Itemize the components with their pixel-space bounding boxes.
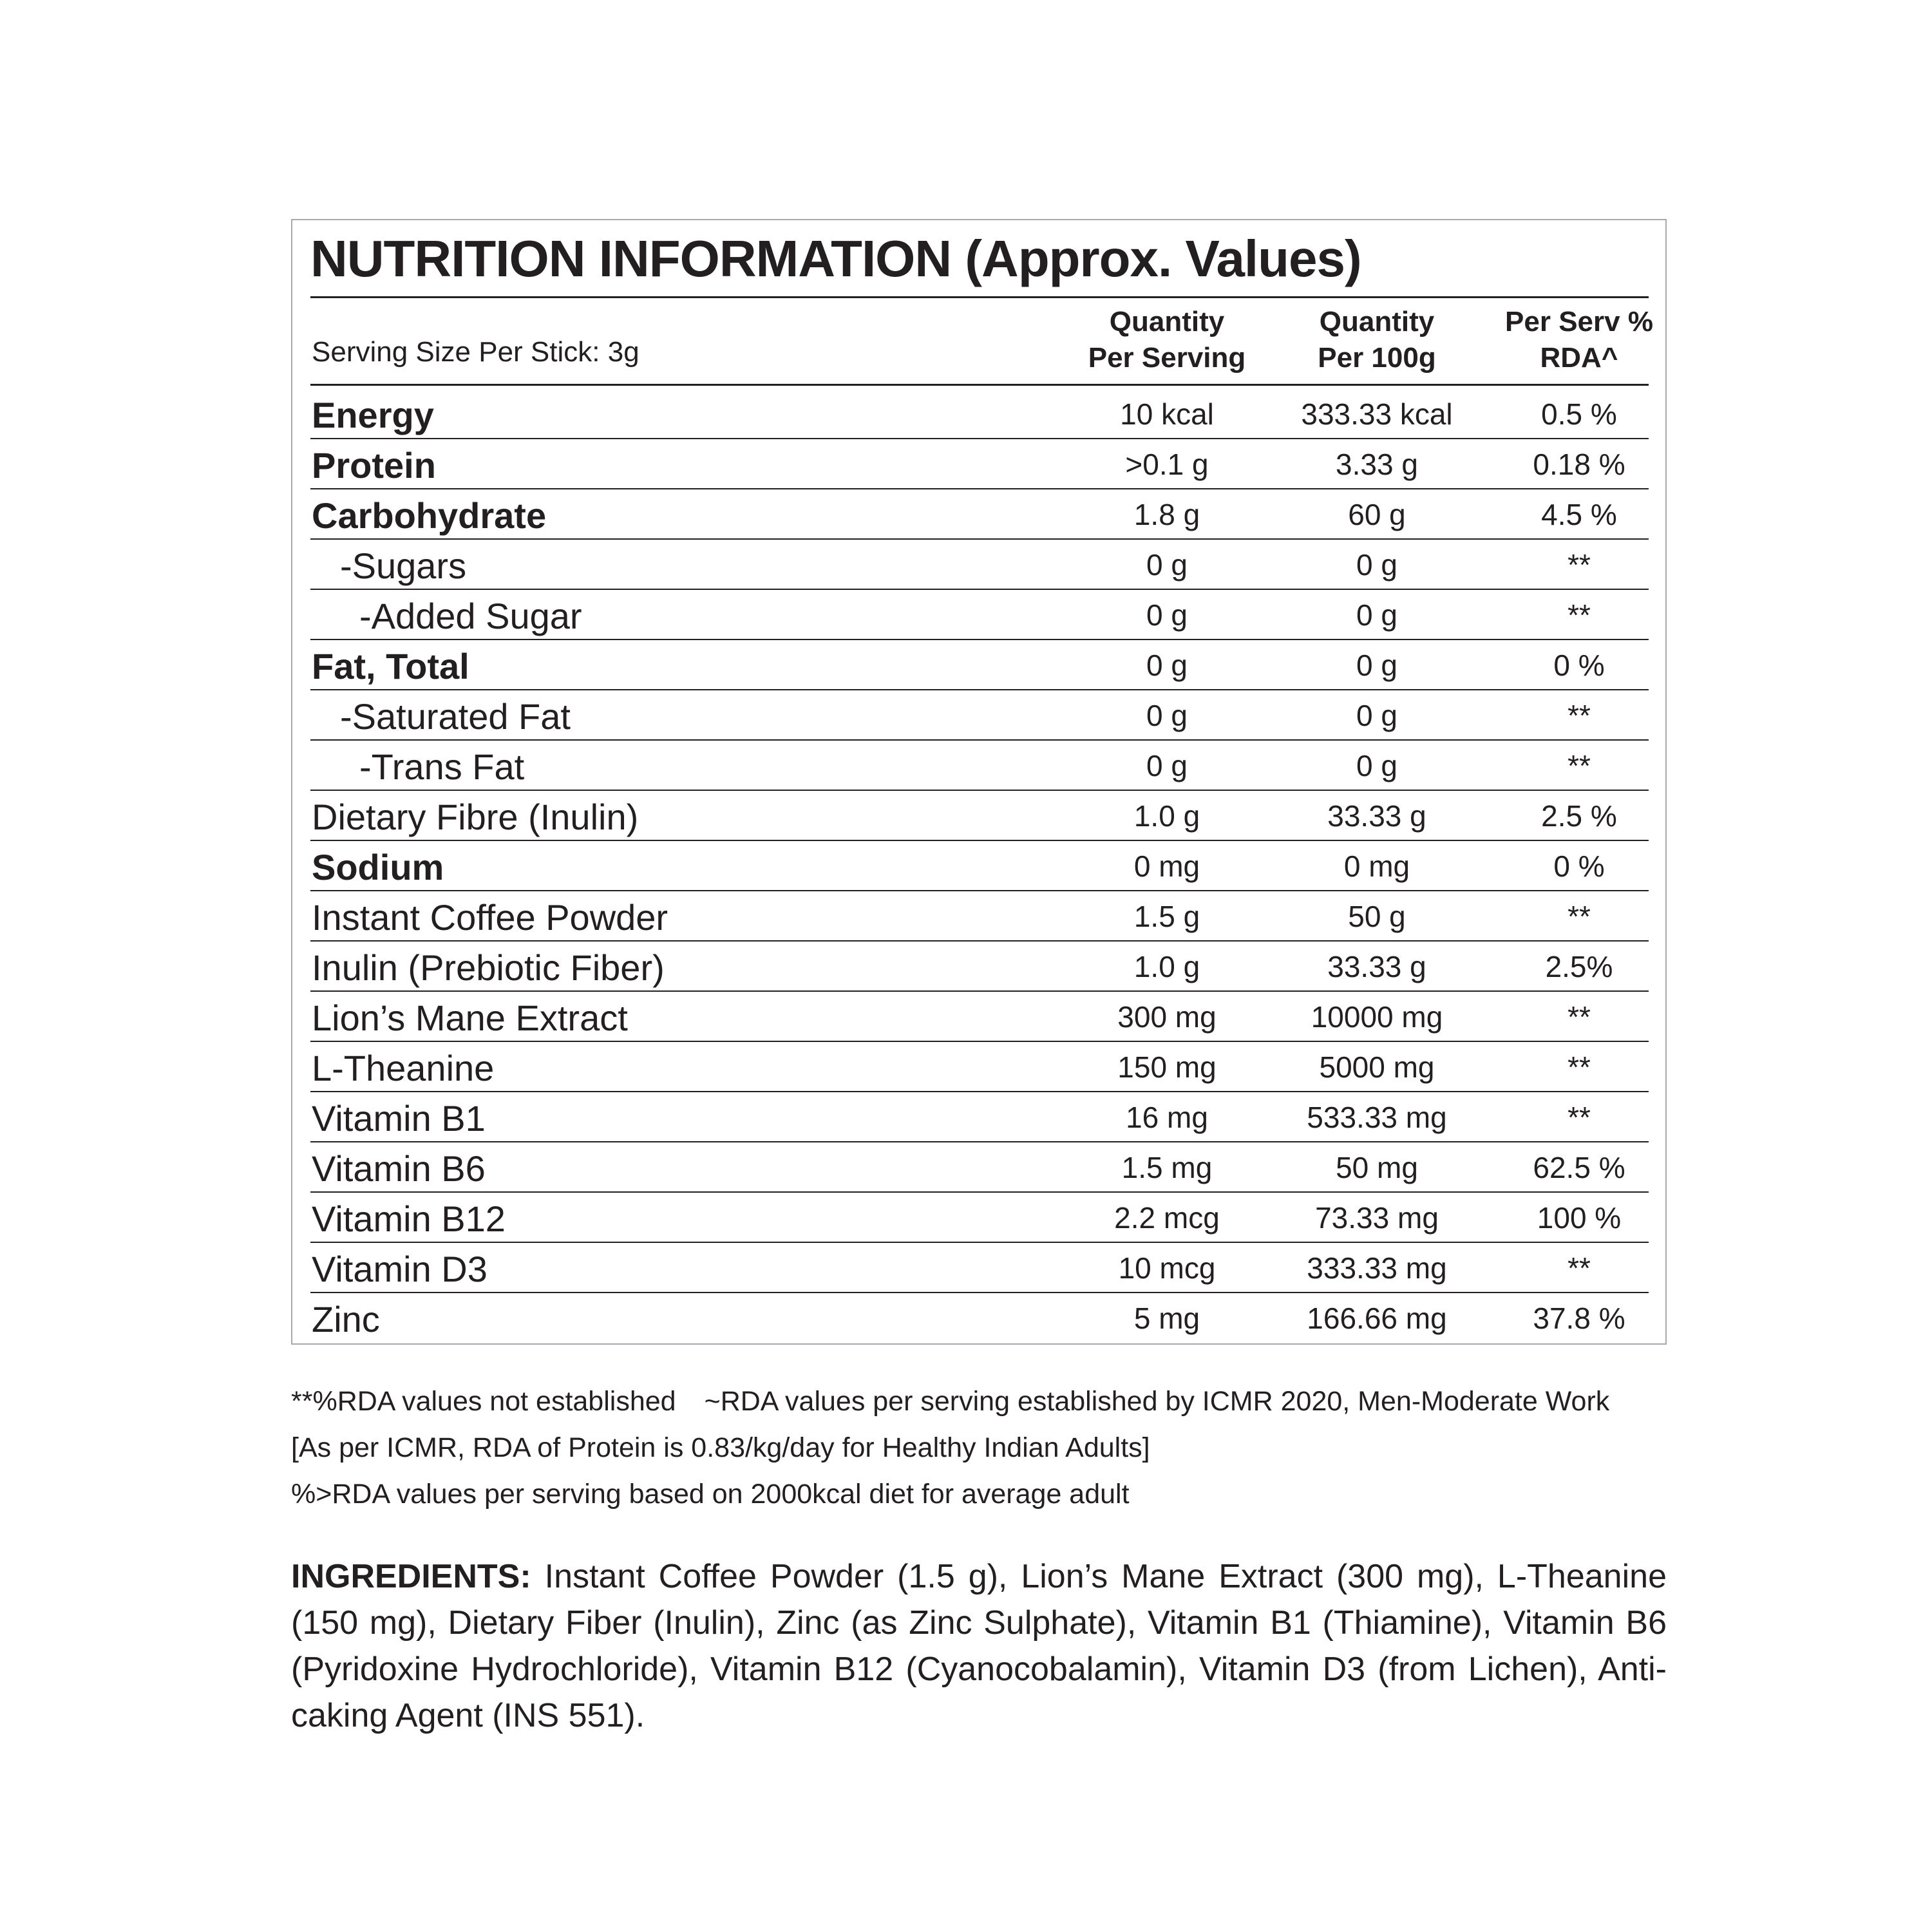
table-row bbox=[310, 389, 1649, 439]
nutrient-name: -Added Sugar bbox=[359, 596, 582, 636]
rda-value: 2.5% bbox=[1545, 950, 1613, 983]
rda-value: ** bbox=[1567, 1000, 1591, 1034]
per-100g-value: 10000 mg bbox=[1311, 1000, 1443, 1034]
header-rda-line-1: Per Serv % bbox=[1505, 306, 1653, 337]
nutrient-name: Lion’s Mane Extract bbox=[312, 998, 628, 1038]
footnote-icmr-basis: ~RDA values per serving established by ICMR 2020, Men-Moderate Work bbox=[704, 1386, 1610, 1417]
per-100g-value: 0 g bbox=[1356, 598, 1397, 632]
nutrient-name: Protein bbox=[312, 445, 436, 486]
per-serving-value: 0 g bbox=[1146, 699, 1188, 732]
table-row bbox=[310, 489, 1649, 540]
nutrient-name: Vitamin B12 bbox=[312, 1198, 506, 1239]
header-rda-line-2: RDA^ bbox=[1540, 342, 1618, 374]
per-serving-value: 10 mcg bbox=[1118, 1251, 1216, 1285]
nutrient-name: Dietary Fibre (Inulin) bbox=[312, 797, 639, 837]
table-row bbox=[310, 1293, 1649, 1343]
per-serving-value: 16 mg bbox=[1126, 1101, 1208, 1134]
per-100g-value: 33.33 g bbox=[1327, 950, 1426, 983]
rda-value: ** bbox=[1567, 1050, 1591, 1084]
rda-value: 37.8 % bbox=[1533, 1302, 1625, 1335]
rda-value: 0.18 % bbox=[1533, 448, 1625, 481]
table-row bbox=[310, 439, 1649, 489]
table-row bbox=[310, 590, 1649, 640]
per-100g-value: 5000 mg bbox=[1319, 1050, 1435, 1084]
ingredients-block bbox=[291, 1553, 1667, 1739]
per-100g-value: 73.33 mg bbox=[1315, 1201, 1439, 1235]
per-serving-value: 1.5 mg bbox=[1121, 1151, 1213, 1184]
nutrient-name: Sodium bbox=[312, 847, 444, 887]
nutrient-name: Vitamin B1 bbox=[312, 1098, 486, 1139]
per-100g-value: 60 g bbox=[1348, 498, 1406, 531]
table-row bbox=[310, 540, 1649, 590]
per-serving-value: >0.1 g bbox=[1125, 448, 1209, 481]
per-100g-value: 0 mg bbox=[1343, 849, 1410, 883]
rda-value: ** bbox=[1567, 1101, 1591, 1134]
nutrient-name: Energy bbox=[312, 395, 434, 435]
per-100g-value: 333.33 mg bbox=[1307, 1251, 1447, 1285]
panel-title: NUTRITION INFORMATION (Approx. Values) bbox=[310, 230, 1361, 287]
header-per-serving-line-1: Quantity bbox=[1109, 306, 1225, 337]
rda-value: ** bbox=[1567, 1251, 1591, 1285]
table-row bbox=[310, 1092, 1649, 1142]
per-serving-value: 0 g bbox=[1146, 749, 1188, 782]
ingredients-text: Instant Coffee Powder (1.5 g), Lion’s Mane Extract (300 mg), L-Theanine (150 mg), Dietary Fiber (Inulin), Zinc (as Zinc Sulphate), Vitamin B1 (Thiamine), Vitamin B6 (Pyridoxine Hydrochloride), Vitamin B12 (Cyanocobalamin), Vitamin D3 (from Lichen), Anti-caking Agent (INS 551). bbox=[291, 1558, 1667, 1734]
per-100g-value: 3.33 g bbox=[1336, 448, 1418, 481]
header-rule bbox=[310, 384, 1649, 386]
nutrient-name: -Sugars bbox=[340, 545, 467, 586]
rda-value: ** bbox=[1567, 699, 1591, 732]
nutrient-name: -Saturated Fat bbox=[340, 696, 571, 737]
per-serving-value: 150 mg bbox=[1117, 1050, 1217, 1084]
per-serving-value: 300 mg bbox=[1117, 1000, 1217, 1034]
per-serving-value: 0 g bbox=[1146, 548, 1188, 582]
footnote-rda-not-established: **%RDA values not established bbox=[291, 1386, 676, 1417]
per-serving-value: 1.0 g bbox=[1133, 950, 1200, 983]
table-row bbox=[310, 690, 1649, 741]
rda-value: 0.5 % bbox=[1541, 397, 1617, 431]
header-per-serving bbox=[1088, 304, 1246, 376]
rda-value: 100 % bbox=[1537, 1201, 1622, 1235]
per-100g-value: 50 mg bbox=[1336, 1151, 1418, 1184]
table-row bbox=[310, 1243, 1649, 1293]
table-row bbox=[310, 891, 1649, 942]
table-row bbox=[310, 741, 1649, 791]
rda-value: 0 % bbox=[1553, 649, 1605, 682]
header-per-100g-line-1: Quantity bbox=[1319, 306, 1435, 337]
per-100g-value: 166.66 mg bbox=[1307, 1302, 1447, 1335]
table-row bbox=[310, 1042, 1649, 1092]
rda-value: 4.5 % bbox=[1541, 498, 1617, 531]
per-serving-value: 10 kcal bbox=[1120, 397, 1214, 431]
nutrient-name: Inulin (Prebiotic Fiber) bbox=[312, 947, 665, 988]
nutrient-name: Instant Coffee Powder bbox=[312, 897, 668, 938]
table-row bbox=[310, 791, 1649, 841]
per-serving-value: 5 mg bbox=[1133, 1302, 1200, 1335]
per-100g-value: 0 g bbox=[1356, 749, 1397, 782]
per-serving-value: 1.8 g bbox=[1133, 498, 1200, 531]
footnote-diet-basis: %>RDA values per serving based on 2000kcal diet for average adult bbox=[291, 1479, 1130, 1510]
per-serving-value: 0 mg bbox=[1133, 849, 1200, 883]
nutrient-name: Vitamin D3 bbox=[312, 1249, 488, 1289]
footnote-protein: [As per ICMR, RDA of Protein is 0.83/kg/day for Healthy Indian Adults] bbox=[291, 1432, 1150, 1463]
per-serving-value: 0 g bbox=[1146, 649, 1188, 682]
per-100g-value: 50 g bbox=[1348, 900, 1406, 933]
table-row bbox=[310, 942, 1649, 992]
per-100g-value: 33.33 g bbox=[1327, 799, 1426, 833]
per-serving-value: 1.0 g bbox=[1133, 799, 1200, 833]
rda-value: ** bbox=[1567, 548, 1591, 582]
per-100g-value: 0 g bbox=[1356, 699, 1397, 732]
per-serving-value: 2.2 mcg bbox=[1114, 1201, 1220, 1235]
table-row bbox=[310, 992, 1649, 1042]
rda-value: 0 % bbox=[1553, 849, 1605, 883]
nutrient-name: L-Theanine bbox=[312, 1048, 495, 1088]
header-rda bbox=[1505, 304, 1653, 376]
rda-value: ** bbox=[1567, 598, 1591, 632]
nutrient-name: Vitamin B6 bbox=[312, 1148, 486, 1189]
per-100g-value: 533.33 mg bbox=[1307, 1101, 1447, 1134]
footnote-line-1 bbox=[291, 1378, 1609, 1425]
rda-value: ** bbox=[1567, 900, 1591, 933]
header-per-serving-line-2: Per Serving bbox=[1088, 342, 1246, 374]
nutrition-panel bbox=[291, 219, 1667, 1345]
per-100g-value: 333.33 kcal bbox=[1301, 397, 1453, 431]
ingredients-label: INGREDIENTS: bbox=[291, 1558, 531, 1595]
per-serving-value: 1.5 g bbox=[1133, 900, 1200, 933]
nutrient-name: -Trans Fat bbox=[359, 746, 525, 787]
table-row bbox=[310, 640, 1649, 690]
nutrient-name: Carbohydrate bbox=[312, 495, 547, 536]
serving-size: Serving Size Per Stick: 3g bbox=[312, 336, 639, 368]
nutrient-name: Zinc bbox=[312, 1299, 380, 1340]
header-per-100g-line-2: Per 100g bbox=[1318, 342, 1436, 374]
per-100g-value: 0 g bbox=[1356, 649, 1397, 682]
per-100g-value: 0 g bbox=[1356, 548, 1397, 582]
title-rule bbox=[310, 296, 1649, 298]
table-row bbox=[310, 1142, 1649, 1193]
table-row bbox=[310, 1193, 1649, 1243]
table-row bbox=[310, 841, 1649, 891]
rda-value: 62.5 % bbox=[1533, 1151, 1625, 1184]
per-serving-value: 0 g bbox=[1146, 598, 1188, 632]
footnotes bbox=[291, 1378, 1609, 1517]
rda-value: ** bbox=[1567, 749, 1591, 782]
header-per-100g bbox=[1318, 304, 1435, 376]
rda-value: 2.5 % bbox=[1541, 799, 1617, 833]
nutrient-name: Fat, Total bbox=[312, 646, 469, 687]
